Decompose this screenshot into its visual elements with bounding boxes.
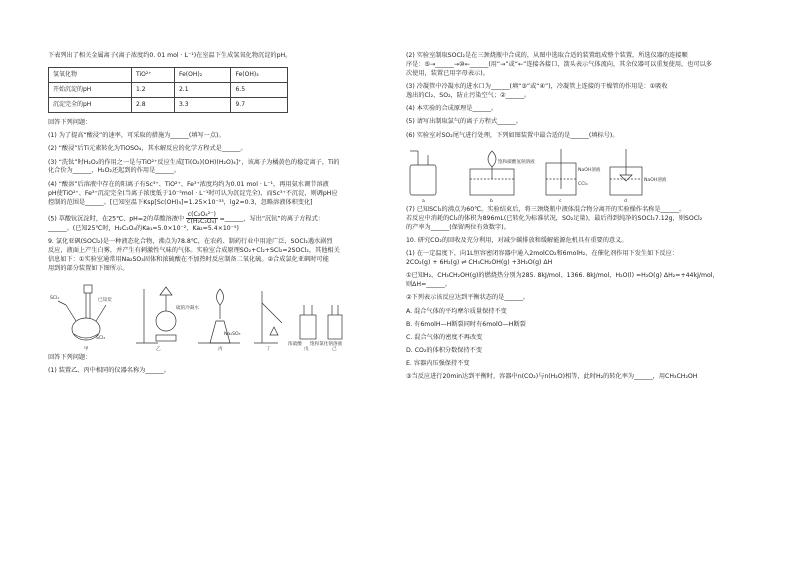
problem-10-part-iii: ③当反应进行20min达到平衡时，容器中n(CO₂)与n(H₂O)相等，此时H₂的转化率为______，用CH₃CH₂OH: [406, 373, 698, 381]
question-4: [48, 181, 380, 208]
label-cond-in: SCl₂: [50, 295, 60, 301]
label-c: c: [559, 198, 562, 203]
fig-label-ji: 己: [332, 346, 337, 351]
question-9-2: [406, 52, 752, 79]
fig-label-ding: 丁: [266, 346, 271, 351]
intro-text: 下表列出了相关金属离子(离子浓度约0. 01 mol · L⁻¹)在室温下生成氢氧化物沉淀的pH。: [48, 52, 292, 59]
fraction-denominator: c(H₂C₂O₄): [187, 218, 217, 225]
question-5-line-a: (5) 草酸钪沉淀时，在25℃、pH=2的草酸溶液中: [48, 215, 185, 223]
problem-10-1-line-a: (1) 在一定温度下，向1L恒容密闭容器中通入2molCO₂和6molH₂，在催化剂作用下发生如下反应：: [406, 250, 679, 258]
problem-9-line-b: 反应，液面上产生白雾，并产生有刺激性气味的气体。实验室合成原理SO₂+Cl₂+SCl₂=2SOCl₂，其他相关: [48, 247, 340, 255]
question-9-7-line-b: 若反应中消耗的Cl₂的体积为896mL(已转化为标准状况，SO₂足量)，最后得到纯净的SOCl₂7.12g，则SOCl₂: [406, 214, 703, 222]
absorber-c: [546, 149, 576, 195]
problem-10-part-i: [406, 272, 752, 290]
problem-9-line-d: 用到的部分装置如下图所示。: [48, 265, 129, 273]
table-cell: 1.2: [132, 82, 175, 97]
table-cell: 开始沉淀的pH: [49, 82, 132, 97]
answer-intro-2: 回答下列问题：: [48, 353, 92, 361]
question-9-7-line-a: (7) 已知SCl₂的沸点为60℃。实验结束后，将三颈烧瓶中液体混合物分离开的实验操作名称是______。: [406, 205, 686, 213]
apparatus-figure: [48, 279, 348, 351]
label-liq-c: 浓硫酸: [288, 341, 302, 347]
oxalate-fraction: [186, 212, 218, 225]
table-cell: 沉淀完全的pH: [49, 97, 132, 112]
fig-label-bing: 丙: [218, 346, 223, 351]
question-3-line-b: 化合价为______，H₂O₂还起到的作用是______。: [48, 167, 181, 175]
table-cell: 氢氧化物: [49, 67, 132, 82]
label-absorber-c-naoh: NaOH溶液: [578, 167, 601, 173]
question-4-line-c: 控制的范围是______。[已知室温下Ksp[Sc(OH)₃]=1.25×10⁻³³，lg2≈0.3，忽略溶液体积变化]: [48, 198, 313, 206]
problem-10-part-i-line-b: 则ΔH=______。: [406, 281, 452, 289]
question-5-line-c: ______。(已知25℃时，H₂C₂O₄的Ka₁=5.0×10⁻²，Ka₂=5.4×10⁻⁵): [48, 225, 239, 233]
question-3: [48, 159, 380, 177]
question-9-7-line-c: 的产率为______(保留两位有效数字)。: [406, 223, 510, 231]
table-cell: 2.1: [174, 82, 231, 97]
problem-9-line-a: 9. 氯化亚砜(SOCl₂)是一种液态化合物，沸点为78.8℃，在农药、制药行业中用途广泛，SOCl₂遇水剧烈: [48, 238, 333, 246]
fig-label-wu: 戊: [304, 346, 309, 351]
question-9-3: [406, 83, 752, 101]
question-2: (2) “酸浸”后Ti元素转化为TiOSO₄，其水解反应的化学方程式是______。: [48, 145, 247, 153]
table-cell: 9.7: [231, 97, 288, 112]
apparatus-jia: [58, 285, 106, 340]
question-9-2-line-c: 次使用，装置已用字母表示)。: [406, 69, 489, 77]
table-cell: TiO²⁺: [132, 67, 175, 82]
label-a: a: [422, 198, 425, 203]
apparatus-wu: [300, 305, 316, 339]
question-9-2-line-b: 序是：⑤→______→⑩←______(用“→”或“←”连接各接口，箭头表示气体流向，其余仪器可以重复使用，也可以多: [406, 60, 712, 68]
problem-10: 10. 研究CO₂的回收及充分利用，对减少碳排放和缓解能源危机具有重要的意义。: [406, 236, 628, 244]
label-absorber-c-ccl4: CCl₄: [578, 181, 588, 187]
label-absorber-b-liquid: 饱和碳酸氢钠溶液: [498, 159, 535, 165]
absorption-figure: [406, 145, 706, 203]
question-9-1: (1) 装置乙、丙中相同的仪器名称为______。: [48, 366, 171, 374]
label-absorber-d-naoh: NaOH溶液: [644, 177, 667, 183]
problem-10-equation: 2CO₂(g) + 6H₂(g) ⇌ CH₃CH₂OH(g) +3H₂O(g) ΔH: [406, 259, 553, 267]
table-cell: Fe(OH)₃: [231, 67, 288, 82]
absorber-a: [410, 151, 436, 195]
absorber-d: [610, 149, 642, 195]
question-1: (1) 为了提高“酸浸”的速率，可采取的措施为______(填写一点)。: [48, 132, 225, 140]
right-column: [406, 52, 752, 387]
problem-9-line-c: 信息如下：①实验室通常用Na₂SO₃固体和浓硫酸在不加热时反应制备二氧化硫。②合成氯化亚砜时可能: [48, 256, 329, 264]
option-e: E. 容器内压强保持不变: [406, 360, 470, 368]
question-9-3-line-b: 逸出的Cl₂、SO₂，防止污染空气；②______。: [406, 92, 531, 100]
problem-10-part-i-line-a: ①已知H₂、CH₃CH₂OH(g)的燃烧热分别为285. 8kJ/mol、1366. 8kJ/mol，H₂O(l) =H₂O(g) ΔH₂=+44kJ/mol，: [406, 272, 719, 280]
option-b: B. 有6molH—H断裂同时有6molO—H断裂: [406, 320, 526, 328]
label-d: d: [624, 198, 627, 203]
label-liq-b: 已知炭: [98, 297, 112, 303]
question-3-line-a: (3) “洗钛”时H₂O₂的作用之一是与TiO²⁺反应生成[Ti(O₂)(OH)(H₂O)₄]⁺，该离子为橘黄色的稳定离子，Ti的: [48, 158, 340, 166]
table-cell: 2.8: [132, 97, 175, 112]
problem-10-1: [406, 250, 752, 268]
fig-label-jia: 甲: [84, 346, 89, 351]
question-9-6: (6) 实验室对SO₂尾气进行处理，下列如图装置中最合适的是______(填标号)。: [406, 131, 619, 139]
answer-intro: 回答下列问题：: [48, 118, 92, 126]
label-cond: 硫的冷凝水: [176, 305, 199, 311]
apparatus-ding: [254, 291, 282, 343]
hydroxide-ph-table: [48, 67, 288, 113]
question-9-3-line-a: (3) 冷凝管中冷凝水的进水口为______(填“③”或“④”)，冷凝管上连接的干燥管的作用是：①吸收: [406, 83, 668, 91]
left-column: [48, 52, 380, 380]
label-solid: SCl₂: [96, 335, 106, 341]
question-9-4: (4) 本实验的合成原理是______。: [406, 105, 498, 113]
table-header-row: [49, 67, 288, 82]
question-9-2-line-a: (2) 实验室制取SOCl₂是在三颈烧瓶中合成的，从图中选取合适的装置组成整个装置，所选仪器的连接顺: [406, 52, 688, 59]
table-cell: 6.5: [231, 82, 288, 97]
question-5: [48, 212, 380, 234]
option-c: C. 混合气体的密度不再改变: [406, 333, 483, 341]
table-cell: 3.3: [174, 97, 231, 112]
apparatus-ji: [328, 305, 342, 339]
question-4-line-b: pH使TiO²⁺、Fe³⁺沉淀完全(当离子浓度低于10⁻⁵mol · L⁻¹时可认为沉淀完全)，而Sc³⁺不沉淀，则调pH应: [48, 189, 338, 197]
question-9-5: (5) 请写出制取氯气的离子方程式______。: [406, 118, 522, 126]
option-d: D. CO₂的体积分数保持不变: [406, 347, 483, 355]
apparatus-yi: [136, 287, 176, 343]
fraction-numerator: c(C₂O₄²⁻): [187, 210, 216, 218]
option-a: A. 混合气体的平均摩尔质量保持不变: [406, 307, 507, 315]
question-4-line-a: (4) “酸溶”后溶液中存在的阳离子有Sc³⁺、TiO²⁺、Fe³⁺浓度均约为0.01 mol · L⁻¹，再用氨水调节溶液: [48, 180, 329, 188]
problem-10-part-ii: ②下列表示该反应达到平衡状态的是______。: [406, 294, 530, 302]
question-5-line-b: =______，写出“沉钪”的离子方程式：: [219, 215, 324, 223]
table-cell: Fe(OH)₂: [174, 67, 231, 82]
table-row: [49, 97, 288, 112]
label-b: b: [490, 198, 493, 203]
question-9-7: [406, 206, 752, 233]
absorber-b: [470, 151, 514, 195]
label-liq-d: 饱和氯化钠溶液: [310, 341, 343, 347]
table-row: [49, 82, 288, 97]
fig-label-yi: 乙: [156, 346, 161, 351]
label-solid-a: Na₂SO₃: [224, 331, 241, 337]
problem-9: [48, 238, 380, 274]
